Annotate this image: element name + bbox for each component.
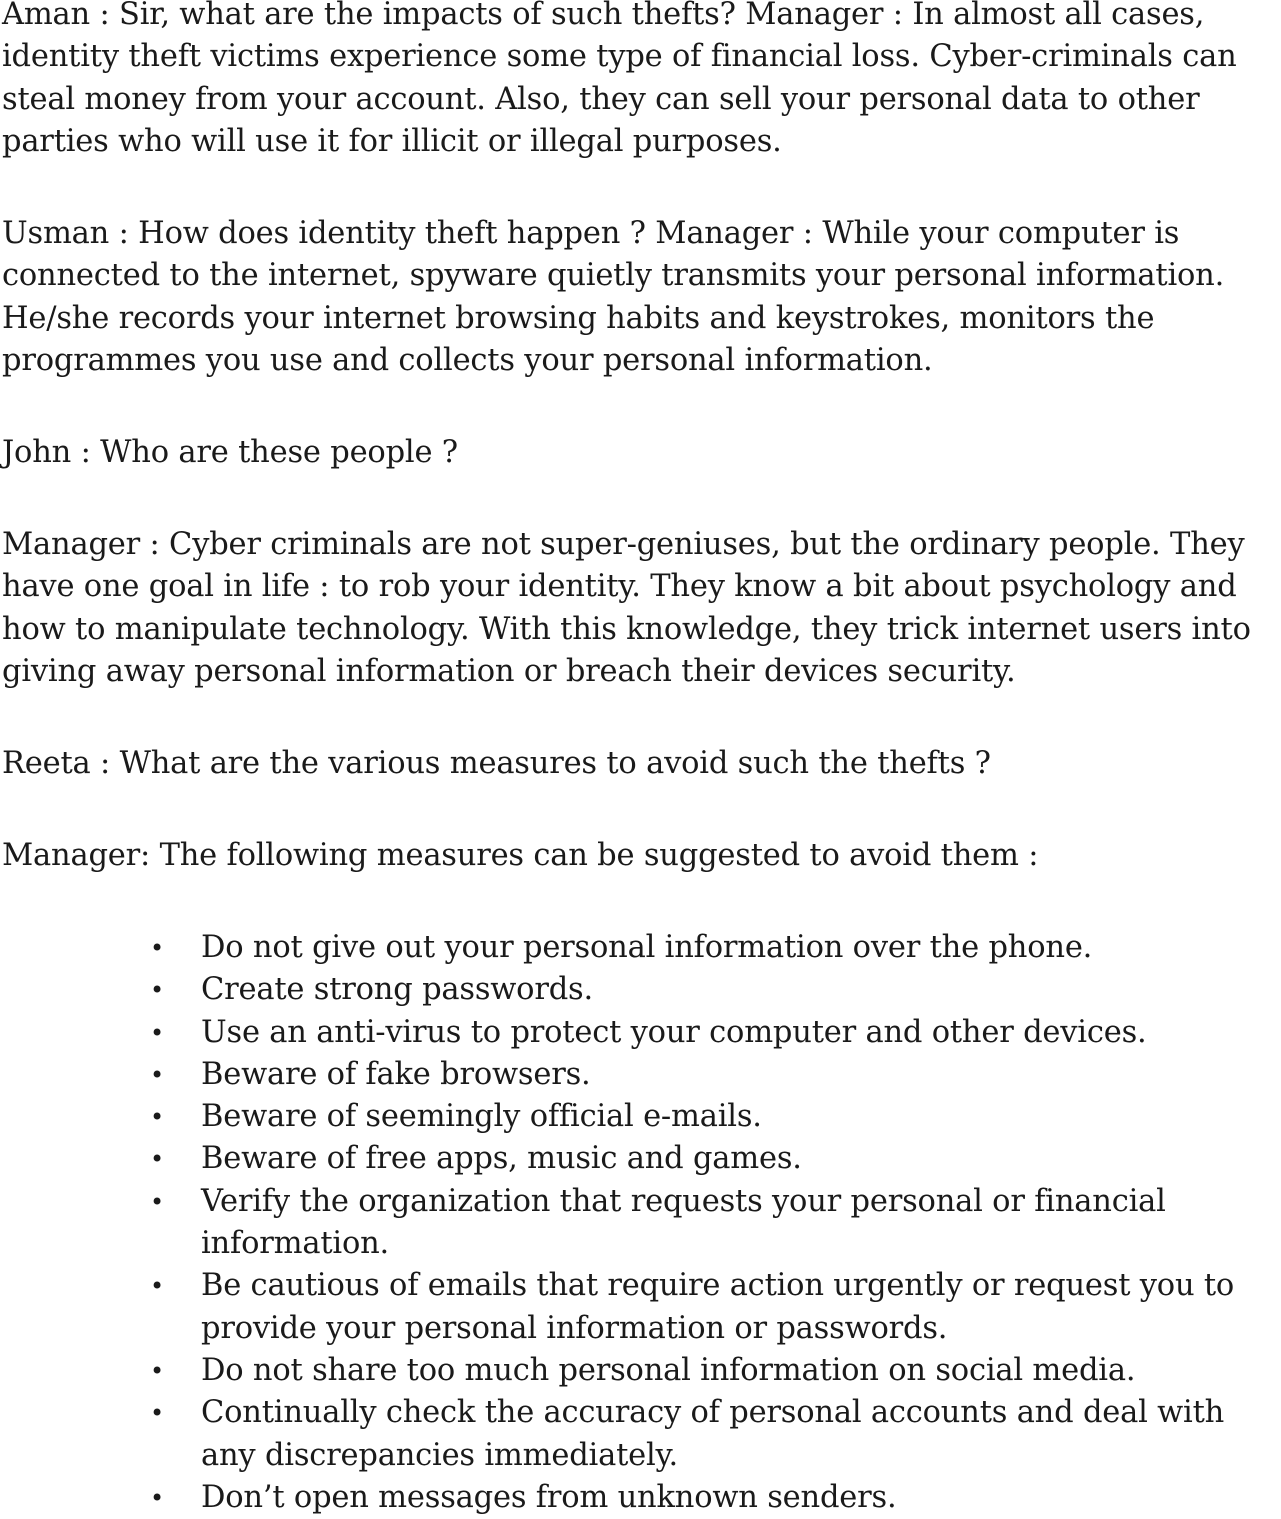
list-item-text: Beware of fake browsers. xyxy=(201,1056,591,1092)
list-item xyxy=(0,1181,1281,1266)
list-item xyxy=(0,1096,1281,1138)
bullet-icon: • xyxy=(150,1272,164,1301)
list-item-text: Beware of seemingly official e-mails. xyxy=(201,1099,762,1135)
bullet-icon: • xyxy=(150,1018,164,1047)
dialogue-reeta: Reeta : What are the various measures to avoid such the thefts ? xyxy=(2,746,991,781)
list-item-text: Use an anti-virus to protect your computer and other devices. xyxy=(201,1014,1147,1050)
list-item xyxy=(0,1477,1281,1519)
list-item xyxy=(0,969,1281,1011)
bullet-icon: • xyxy=(150,1399,164,1428)
bullet-icon: • xyxy=(150,1483,164,1512)
list-item-text: Do not give out your personal information over the phone. xyxy=(201,930,1093,965)
list-item-text: Continually check the accuracy of personal accounts and deal with any discrepancies immediately. xyxy=(201,1395,1225,1473)
dialogue-usman: Usman : How does identity theft happen ? Manager : While your computer is connected to the internet, spyware quietly transmits your personal information. He/she records your internet browsing habits and keystrokes, monitors the programmes you use and collects your personal information. xyxy=(2,216,1225,378)
dialogue-manager-reply: Manager : Cyber criminals are not super-geniuses, but the ordinary people. They have one goal in life : to rob your identity. They know a bit about psychology and how to manipulate technology. With this knowledge, they trick internet users into giving away personal information or breach their devices security. xyxy=(2,527,1251,689)
dialogue-manager-measures-intro: Manager: The following measures can be suggested to avoid them : xyxy=(2,838,1039,873)
bullet-icon: • xyxy=(150,976,164,1005)
bullet-icon: • xyxy=(150,1356,164,1385)
list-item xyxy=(0,1392,1281,1477)
list-item-text: Be cautious of emails that require action urgently or request you to provide your personal information or passwords. xyxy=(201,1268,1235,1346)
dialogue-aman: Aman : Sir, what are the impacts of such thefts? Manager : In almost all cases, identity theft victims experience some type of financial loss. Cyber-criminals can steal money from your account. Also, they can sell your personal data to other parties who will use it for illicit or illegal purposes. xyxy=(2,0,1237,159)
list-item xyxy=(0,1350,1281,1392)
list-item xyxy=(0,1265,1281,1350)
bullet-icon: • xyxy=(150,1103,164,1132)
list-item-text: Beware of free apps, music and games. xyxy=(201,1141,802,1177)
bullet-icon: • xyxy=(150,1145,164,1174)
list-item xyxy=(0,1054,1281,1096)
measures-list xyxy=(0,927,1281,1519)
bullet-icon: • xyxy=(150,934,164,962)
list-item xyxy=(0,1138,1281,1180)
list-item-text: Verify the organization that requests your personal or financial information. xyxy=(201,1183,1166,1262)
bullet-icon: • xyxy=(150,1060,164,1089)
dialogue-john: John : Who are these people ? xyxy=(2,435,458,470)
list-item-text: Do not share too much personal information on social media. xyxy=(201,1352,1136,1388)
list-item-text: Create strong passwords. xyxy=(201,972,593,1008)
bullet-icon: • xyxy=(150,1187,164,1216)
list-item-text: Don’t open messages from unknown senders. xyxy=(201,1479,897,1515)
list-item xyxy=(0,927,1281,969)
list-item xyxy=(0,1012,1281,1054)
